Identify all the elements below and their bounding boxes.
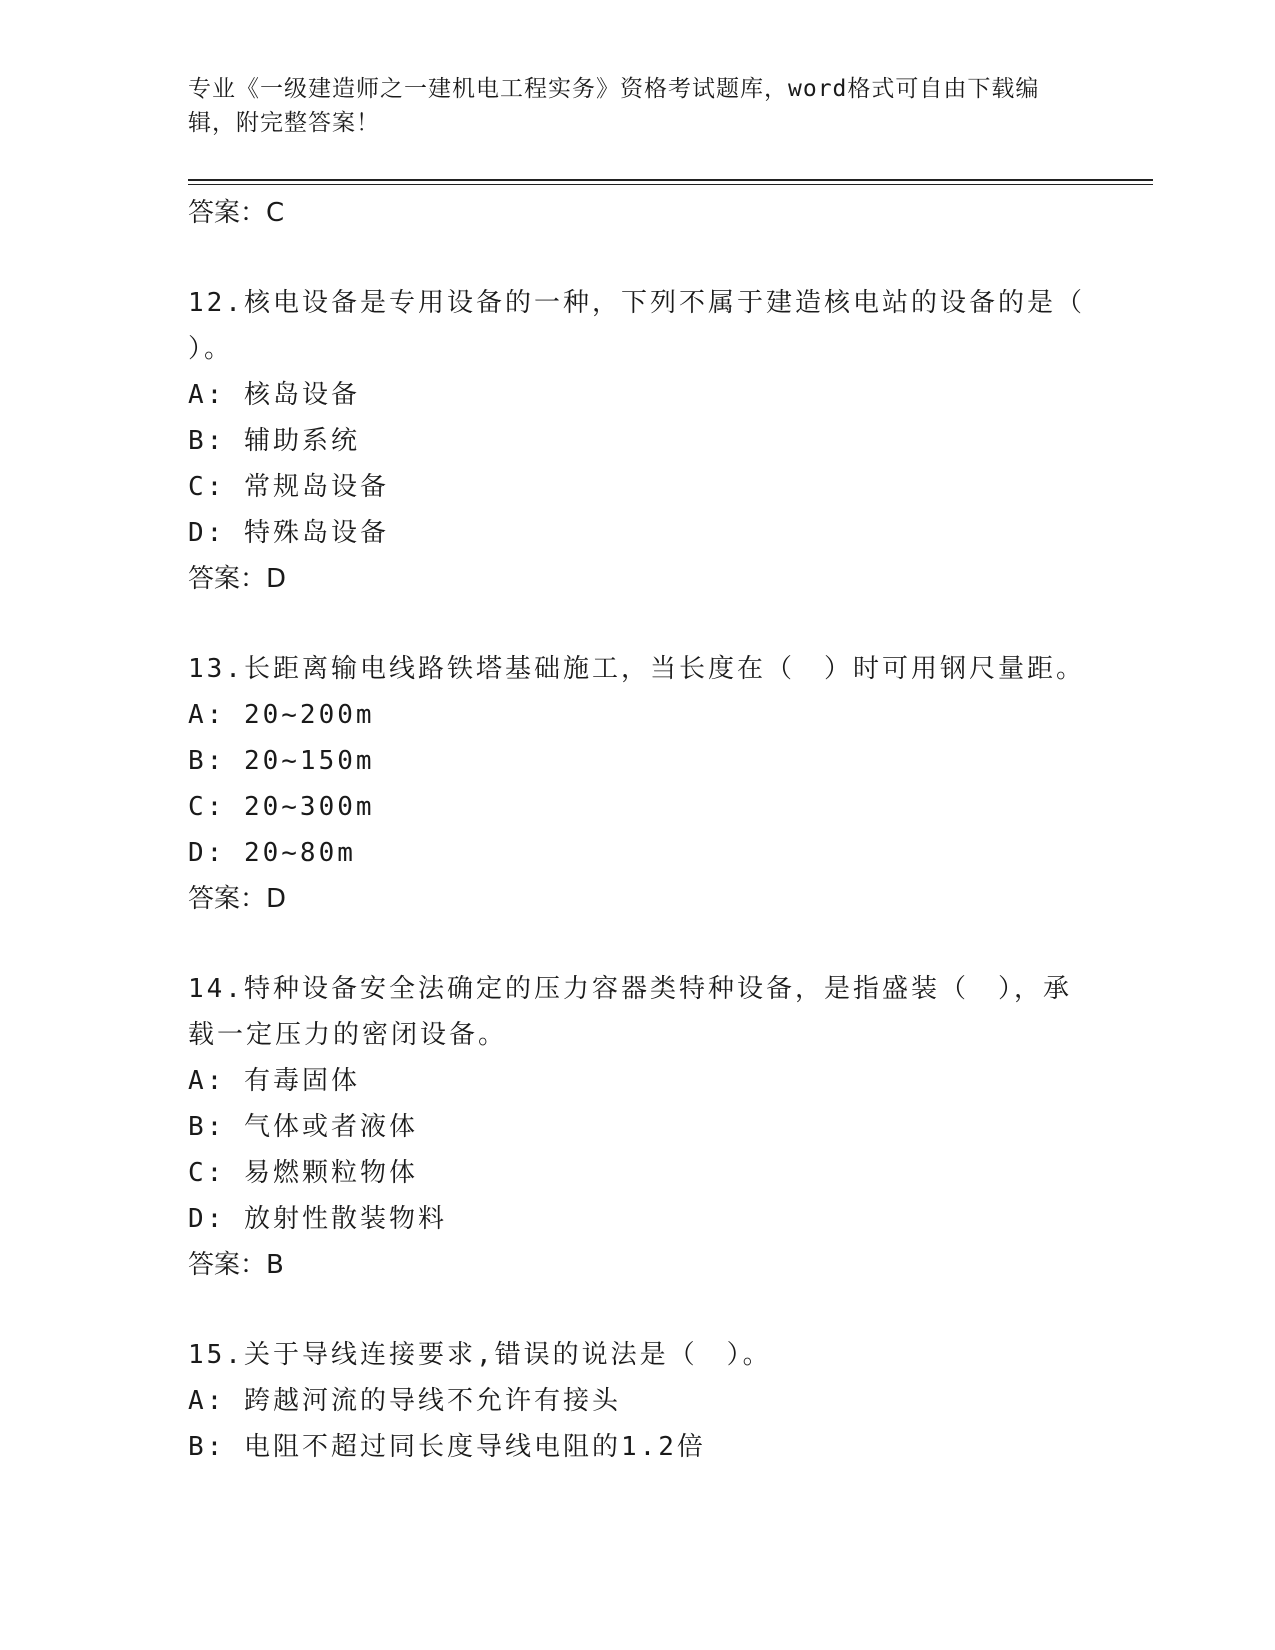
header-line-2: 辑，附完整答案！ xyxy=(188,110,380,136)
question-list xyxy=(188,190,1088,1470)
option-c: C: 20~300m xyxy=(188,792,375,822)
question-14 xyxy=(188,966,1088,1288)
document-header xyxy=(188,72,1068,140)
option-b: B: 电阻不超过同长度导线电阻的1.2倍 xyxy=(188,1432,706,1462)
question-text-continued: 载一定压力的密闭设备。 xyxy=(188,1020,508,1050)
question-text: 13.长距离输电线路铁塔基础施工，当长度在（ ）时可用钢尺量距。 xyxy=(188,654,1085,684)
option-d: D: 20~80m xyxy=(188,838,356,868)
header-divider-thin xyxy=(188,184,1153,185)
option-c: C: 常规岛设备 xyxy=(188,472,389,502)
question-text: 14.特种设备安全法确定的压力容器类特种设备，是指盛装（ ），承 xyxy=(188,974,1072,1004)
question-text: 12.核电设备是专用设备的一种，下列不属于建造核电站的设备的是（ xyxy=(188,288,1085,318)
option-a: A: 有毒固体 xyxy=(188,1066,360,1096)
answer-label: 答案：D xyxy=(188,564,287,594)
option-b: B: 气体或者液体 xyxy=(188,1112,418,1142)
option-c: C: 易燃颗粒物体 xyxy=(188,1158,418,1188)
question-12 xyxy=(188,280,1088,602)
option-d: D: 特殊岛设备 xyxy=(188,518,389,548)
answer-label: 答案：C xyxy=(188,198,285,228)
answer-label: 答案：D xyxy=(188,884,287,914)
question-text: 15.关于导线连接要求,错误的说法是（ ）。 xyxy=(188,1340,772,1370)
header-line-1: 专业《一级建造师之一建机电工程实务》资格考试题库，word格式可自由下载编 xyxy=(188,76,1040,102)
option-d: D: 放射性散装物料 xyxy=(188,1204,447,1234)
question-text-continued: ）。 xyxy=(188,334,234,364)
option-a: A: 核岛设备 xyxy=(188,380,360,410)
option-b: B: 辅助系统 xyxy=(188,426,360,456)
question-15 xyxy=(188,1332,1088,1470)
option-b: B: 20~150m xyxy=(188,746,375,776)
option-a: A: 跨越河流的导线不允许有接头 xyxy=(188,1386,621,1416)
question-13 xyxy=(188,646,1088,922)
header-divider xyxy=(188,179,1153,181)
answer-label: 答案：B xyxy=(188,1250,284,1280)
option-a: A: 20~200m xyxy=(188,700,375,730)
